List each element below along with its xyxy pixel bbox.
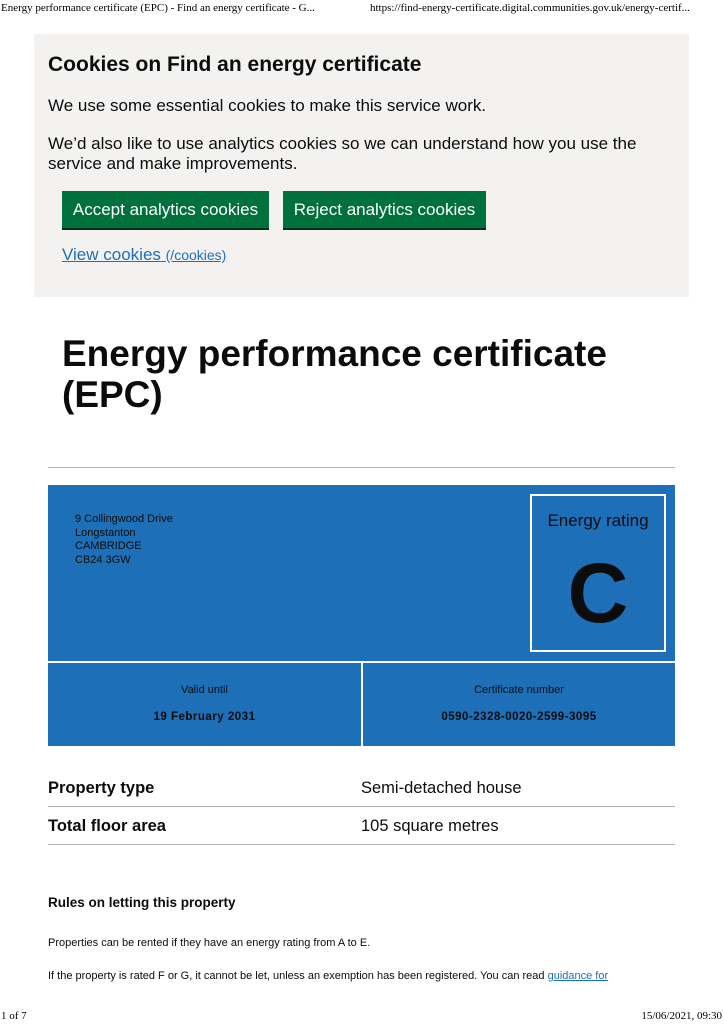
view-cookies-link[interactable] xyxy=(62,245,226,265)
rules-heading: Rules on letting this property xyxy=(48,895,236,910)
rules-text-rating-range: Properties can be rented if they have an energy rating from A to E. xyxy=(48,937,371,949)
accept-analytics-cookies-button[interactable]: Accept analytics cookies xyxy=(62,191,269,228)
cookie-banner-text-essential: We use some essential cookies to make this service work. xyxy=(48,96,487,115)
section-divider xyxy=(48,467,675,468)
page-title: Energy performance certificate (EPC) xyxy=(62,333,607,415)
valid-until-cell xyxy=(48,663,361,746)
view-cookies-link-path: (/cookies) xyxy=(165,247,227,263)
certificate-number-cell xyxy=(363,663,675,746)
address-line-2: Longstanton xyxy=(75,526,136,539)
cookie-banner xyxy=(34,34,689,297)
address-postcode: CB24 3GW xyxy=(75,553,131,566)
print-header xyxy=(0,0,724,18)
page-indicator: 1 of 7 xyxy=(1,1010,27,1022)
guidance-link[interactable]: guidance for xyxy=(547,970,609,982)
print-timestamp: 15/06/2021, 09:30 xyxy=(641,1010,722,1022)
summary-value: Semi-detached house xyxy=(361,779,522,797)
certificate-number-label: Certificate number xyxy=(474,684,564,696)
property-address xyxy=(75,513,173,567)
rules-text-exemption xyxy=(48,970,675,982)
summary-key: Property type xyxy=(48,779,155,797)
cookie-banner-heading: Cookies on Find an energy certificate xyxy=(48,53,422,76)
rules-exemption-text: If the property is rated F or G, it cannot be let, unless an exemption has been registered. You can read xyxy=(48,970,548,982)
energy-rating-label: Energy rating xyxy=(547,511,649,530)
energy-rating-box xyxy=(530,494,666,652)
valid-until-label: Valid until xyxy=(181,684,228,696)
epc-summary-panel xyxy=(48,485,675,746)
address-line-3: CAMBRIDGE xyxy=(75,540,142,552)
print-page-title: Energy performance certificate (EPC) - Find an energy certificate - G... xyxy=(1,2,315,14)
summary-key: Total floor area xyxy=(48,817,166,835)
address-line-1: 9 Collingwood Drive xyxy=(75,513,173,525)
print-url: https://find-energy-certificate.digital.communities.gov.uk/energy-certif... xyxy=(370,2,690,14)
summary-row-floor-area xyxy=(48,807,675,845)
certificate-number-value: 0590-2328-0020-2599-3095 xyxy=(441,711,597,723)
reject-analytics-cookies-button[interactable]: Reject analytics cookies xyxy=(283,191,486,228)
cookie-banner-text-analytics: We’d also like to use analytics cookies so we can understand how you use the service and make improvements. xyxy=(48,134,637,173)
summary-value: 105 square metres xyxy=(361,817,499,835)
valid-until-value: 19 February 2031 xyxy=(153,711,256,723)
view-cookies-link-label: View cookies xyxy=(62,245,161,264)
print-footer xyxy=(0,1010,724,1024)
summary-row-property-type xyxy=(48,769,675,807)
energy-rating-letter: C xyxy=(567,546,629,640)
